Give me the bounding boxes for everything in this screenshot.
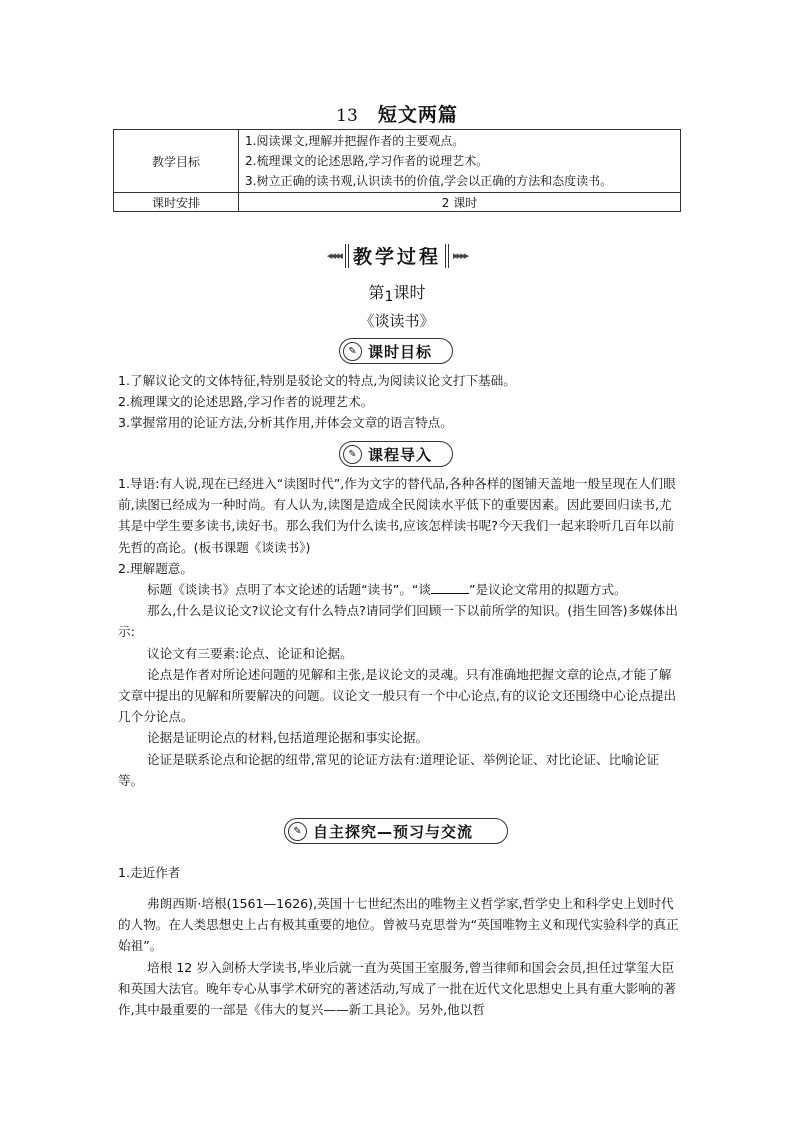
author-section <box>118 893 680 1020</box>
explore-badge-label: 自主探究—预习与交流 <box>313 822 474 841</box>
goal-item: 3.树立正确的读书观,认识读书的价值,学会以正确的方法和态度读书。 <box>245 174 613 188</box>
teaching-goals-table <box>113 129 681 212</box>
arrows-left-icon: ◂◂◂◂ <box>326 249 341 262</box>
table-row <box>114 130 681 193</box>
goals-cell <box>239 130 681 193</box>
title-meaning-b: ”是议论文常用的拟题方式。 <box>469 582 627 598</box>
book-icon: ✎ <box>288 822 307 841</box>
objectives-list <box>118 370 680 434</box>
list-item: 1.了解议论文的文体特征,特别是驳论文的特点,为阅读议论文打下基础。 <box>118 373 516 388</box>
goals-label: 教学目标 <box>114 130 239 193</box>
period-heading <box>0 280 794 305</box>
period-number: 1 <box>384 289 394 305</box>
intro-paragraph <box>118 579 680 600</box>
book-icon: ✎ <box>343 342 362 361</box>
schedule-label: 课时安排 <box>114 193 239 212</box>
divider <box>445 244 449 268</box>
author-heading: 1.走近作者 <box>118 865 181 880</box>
period-suffix: 课时 <box>393 283 426 302</box>
intro-paragraph: 那么,什么是议论文?议论文有什么特点?请同学们回顾一下以前所学的知识。(指生回答)多媒体出示: <box>118 603 678 640</box>
process-heading <box>0 242 794 269</box>
intro-paragraph: 1.导语:有人说,现在已经进入“读图时代”,作为文字的替代品,各种各样的图铺天盖地一般呈现在人们眼前,读图已经成为一种时尚。有人认为,读图是造成全民阅读水平低下的重要因素。因此要回归读书,尤其是中学生要多读书,读好书。那么我们为什么读书,应该怎样读书呢?今天我们一起来聆听几百年以前先哲的高论。(板书课题《谈读书》) <box>118 476 676 555</box>
lesson-number: 13 <box>336 106 358 126</box>
explore-badge <box>284 818 508 844</box>
list-item: 3.掌握常用的论证方法,分析其作用,并体会文章的语言特点。 <box>118 415 453 431</box>
fill-blank <box>431 581 469 594</box>
objectives-badge-label: 课时目标 <box>368 342 433 361</box>
lesson-name: 短文两篇 <box>377 104 458 126</box>
list-item: 2.梳理课文的论述思路,学习作者的说理艺术。 <box>118 394 374 410</box>
intro-badge-label: 课程导入 <box>368 445 433 464</box>
intro-paragraph: 2.理解题意。 <box>118 560 193 576</box>
arrows-right-icon: ▸▸▸▸ <box>453 249 468 262</box>
goal-item: 2.梳理课文的论述思路,学习作者的说理艺术。 <box>245 154 489 168</box>
divider <box>345 244 349 268</box>
text-title: 《谈读书》 <box>359 312 435 330</box>
intro-paragraph: 论据是证明论点的材料,包括道理论据和事实论据。 <box>147 730 429 746</box>
author-paragraph: 弗朗西斯·培根(1561—1626),英国十七世纪杰出的唯物主义哲学家,哲学史上和科学史上划时代的人物。在人类思想史上占有极其重要的地位。曾被马克思誉为“英国唯物主义和现代实验科学的真正始祖”。 <box>118 896 679 954</box>
intro-paragraph: 论点是作者对所论述问题的见解和主张,是议论文的灵魂。只有准确地把握文章的论点,才能了解文章中提出的见解和所要解决的问题。议论文一般只有一个中心论点,有的议论文还围绕中心论点提出几个分论点。 <box>118 666 677 725</box>
intro-paragraph: 议论文有三要素:论点、论证和论据。 <box>147 645 353 661</box>
period-prefix: 第 <box>368 283 385 302</box>
process-heading-text: 教学过程 <box>352 246 441 268</box>
title-meaning-a: 标题《谈读书》点明了本文论述的话题“读书”。“谈 <box>147 582 432 598</box>
intro-badge <box>339 441 453 467</box>
intro-paragraph: 论证是联系论点和论据的纽带,常见的论证方法有:道理论证、举例论证、对比论证、比喻论证等。 <box>118 751 659 788</box>
schedule-value: 2 课时 <box>239 193 681 212</box>
table-row <box>114 193 681 212</box>
lesson-title <box>0 100 794 127</box>
goal-item: 1.阅读课文,理解并把握作者的主要观点。 <box>245 134 465 148</box>
author-paragraph: 培根 12 岁入剑桥大学读书,毕业后就一直为英国王室服务,曾当律师和国会会员,担任过掌玺大臣和英国大法官。晚年专心从事学术研究的著述活动,写成了一批在近代文化思想史上具有重大影响的著作,其中最重要的一部是《伟大的复兴——新工具论》。另外,他以哲 <box>118 959 677 1018</box>
intro-section <box>118 473 680 791</box>
objectives-badge <box>339 338 453 364</box>
book-icon: ✎ <box>343 445 362 464</box>
